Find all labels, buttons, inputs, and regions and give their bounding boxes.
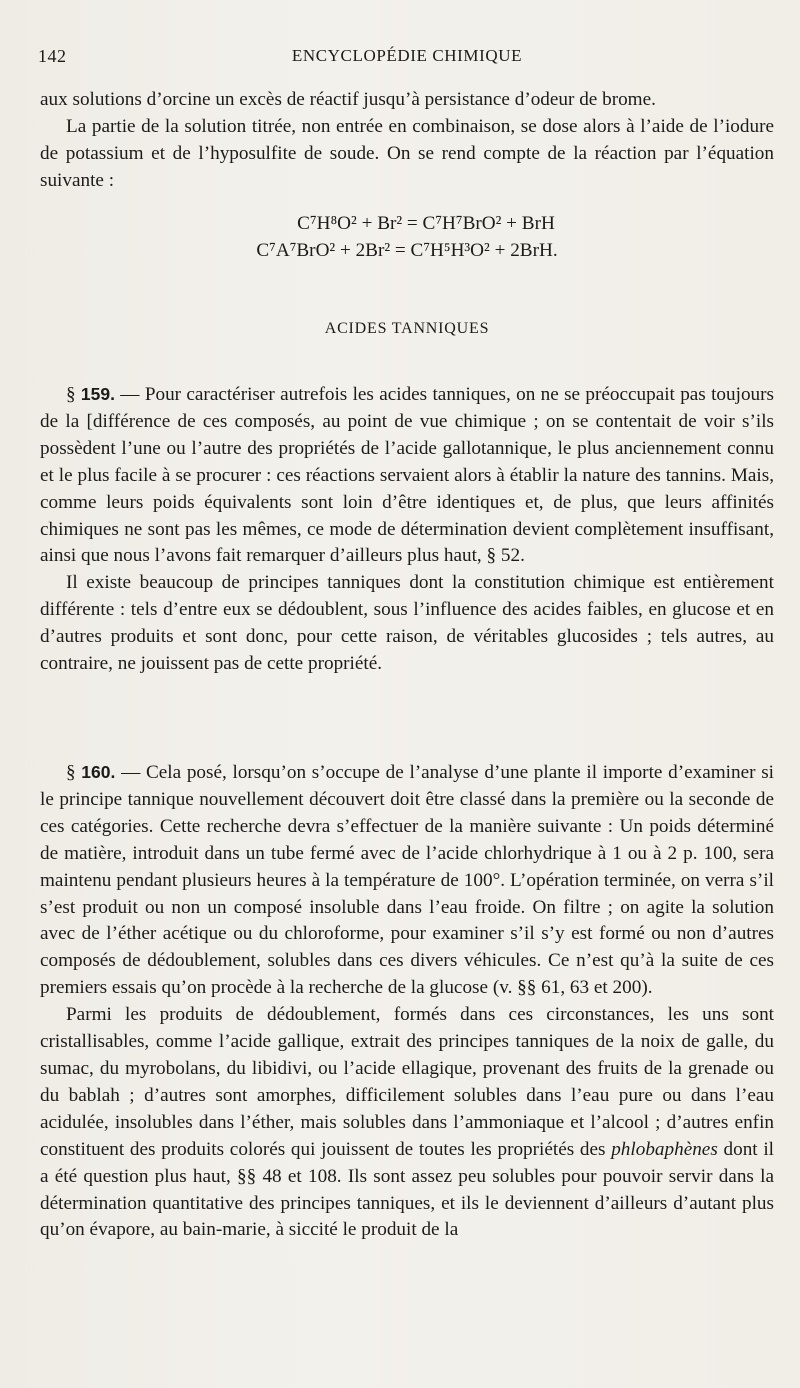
paragraph-159-text: — Pour caractériser autrefois les acides tanniques, on ne se préoccupait pas toujours de la [différence de ces composés, au point de vue chimique ; on se contentait de voir s’ils possèdent l’une ou l’autre des propriétés de l’acide gallotannique, le plus anciennement connu et le plus facile à se procurer : ces réactions servaient alors à établir la nature des tannins. Mais, comme leurs poids équivalents sont loin d’être identiques et, de plus, que leurs affinités chimiques ne sont pas les mêmes, ce mode de détermination devient complètement insuffisant, ainsi que nous l’avons fait remarquer d’ailleurs plus haut, § 52. (40, 384, 774, 567)
section-number-160: 160. (81, 762, 116, 782)
paragraph-160-b-text-2: dont il a été question plus haut, §§ 48 et 108. Ils sont assez peu solubles pour pouvoir servir dans la détermination quantitative des principes tanniques, et ils le deviennent d’ailleurs d’autant plus qu’on évapore, au bain-marie, à siccité le produit de la (40, 1138, 774, 1241)
paragraph-titration: La partie de la solution titrée, non entrée en combinaison, se dose alors à l’aide de l’iodure de potassium et de l’hyposulfite de soude. On se rend compte de la réaction par l’équation suivante : (40, 115, 774, 191)
equation-1: C⁷H⁸O² + Br² = C⁷H⁷BrO² + BrH (297, 213, 555, 234)
paragraph-159-b: Il existe beaucoup de principes tanniques dont la constitution chimique est entièrement différente : tels d’entre eux se dédoublent, sous l’influence des acides faibles, en glucose et en d’autres produits et sont donc, pour cette raison, de véritables glucosides ; tels autres, au contraire, ne jouissent pas de cette propriété. (40, 572, 774, 675)
section-number-159: 159. (80, 384, 115, 404)
paragraph-160-b-text-1: Parmi les produits de dédoublement, formés dans ces circonstances, les uns sont cristallisables, comme l’acide gallique, extrait des principes tanniques de la noix de galle, du sumac, du myrobolans, du libidivi, ou l’acide ellagique, provenant des fruits de la grenade ou du bablah ; d’autres sont amorphes, difficilement solubles dans l’eau pure ou dans l’eau acidulée, insolubles dans l’éther, mais solubles dans l’ammoniaque et l’alcool ; d’autres enfin constituent des produits colorés qui jouissent de toutes les propriétés des (40, 1004, 774, 1160)
italic-term: phlobaphènes (611, 1138, 718, 1160)
section-heading: ACIDES TANNIQUES (324, 320, 490, 337)
paragraph-160-b (40, 1002, 774, 1244)
paragraph-159 (40, 381, 774, 570)
page-number: 142 (38, 46, 67, 66)
paragraph-160 (40, 759, 774, 1002)
equation-block (40, 210, 774, 264)
paragraph-160-text: — Cela posé, lorsqu’on s’occupe de l’analyse d’une plante il importe d’examiner si le principe tannique nouvellement découvert doit être classé dans la première ou la seconde de ces catégories. Cette recherche devra s’effectuer de la manière suivante : Un poids déterminé de matière, introduit dans un tube fermé avec de l’acide chlorhydrique à 1 ou à 2 p. 100, sera maintenu pendant plusieurs heures à la température de 100°. L’opération terminée, on verra s’il s’est produit ou non un composé insoluble dans l’eau froide. On filtre ; on agite la solution avec de l’éther acétique ou du chloroforme, pour examiner s’il s’y est formé ou non d’autres composés de dédoublement, solubles dans ces divers véhicules. Ce n’est qu’à la suite de ces premiers essais qu’on procède à la recherche de la glucose (v. §§ 61, 63 et 200). (40, 762, 774, 999)
section-mark: § (66, 762, 76, 783)
section-159 (40, 381, 774, 678)
paragraph-continuation: aux solutions d’orcine un excès de réactif jusqu’à persistance d’odeur de brome. (40, 89, 656, 110)
intro-block (40, 87, 774, 195)
section-mark: § (66, 384, 76, 405)
running-title: ENCYCLOPÉDIE CHIMIQUE (291, 46, 523, 65)
section-160 (40, 759, 774, 1244)
page-header (38, 46, 776, 74)
equation-2: C⁷A⁷BrO² + 2Br² = C⁷H⁵H³O² + 2BrH. (256, 240, 558, 261)
